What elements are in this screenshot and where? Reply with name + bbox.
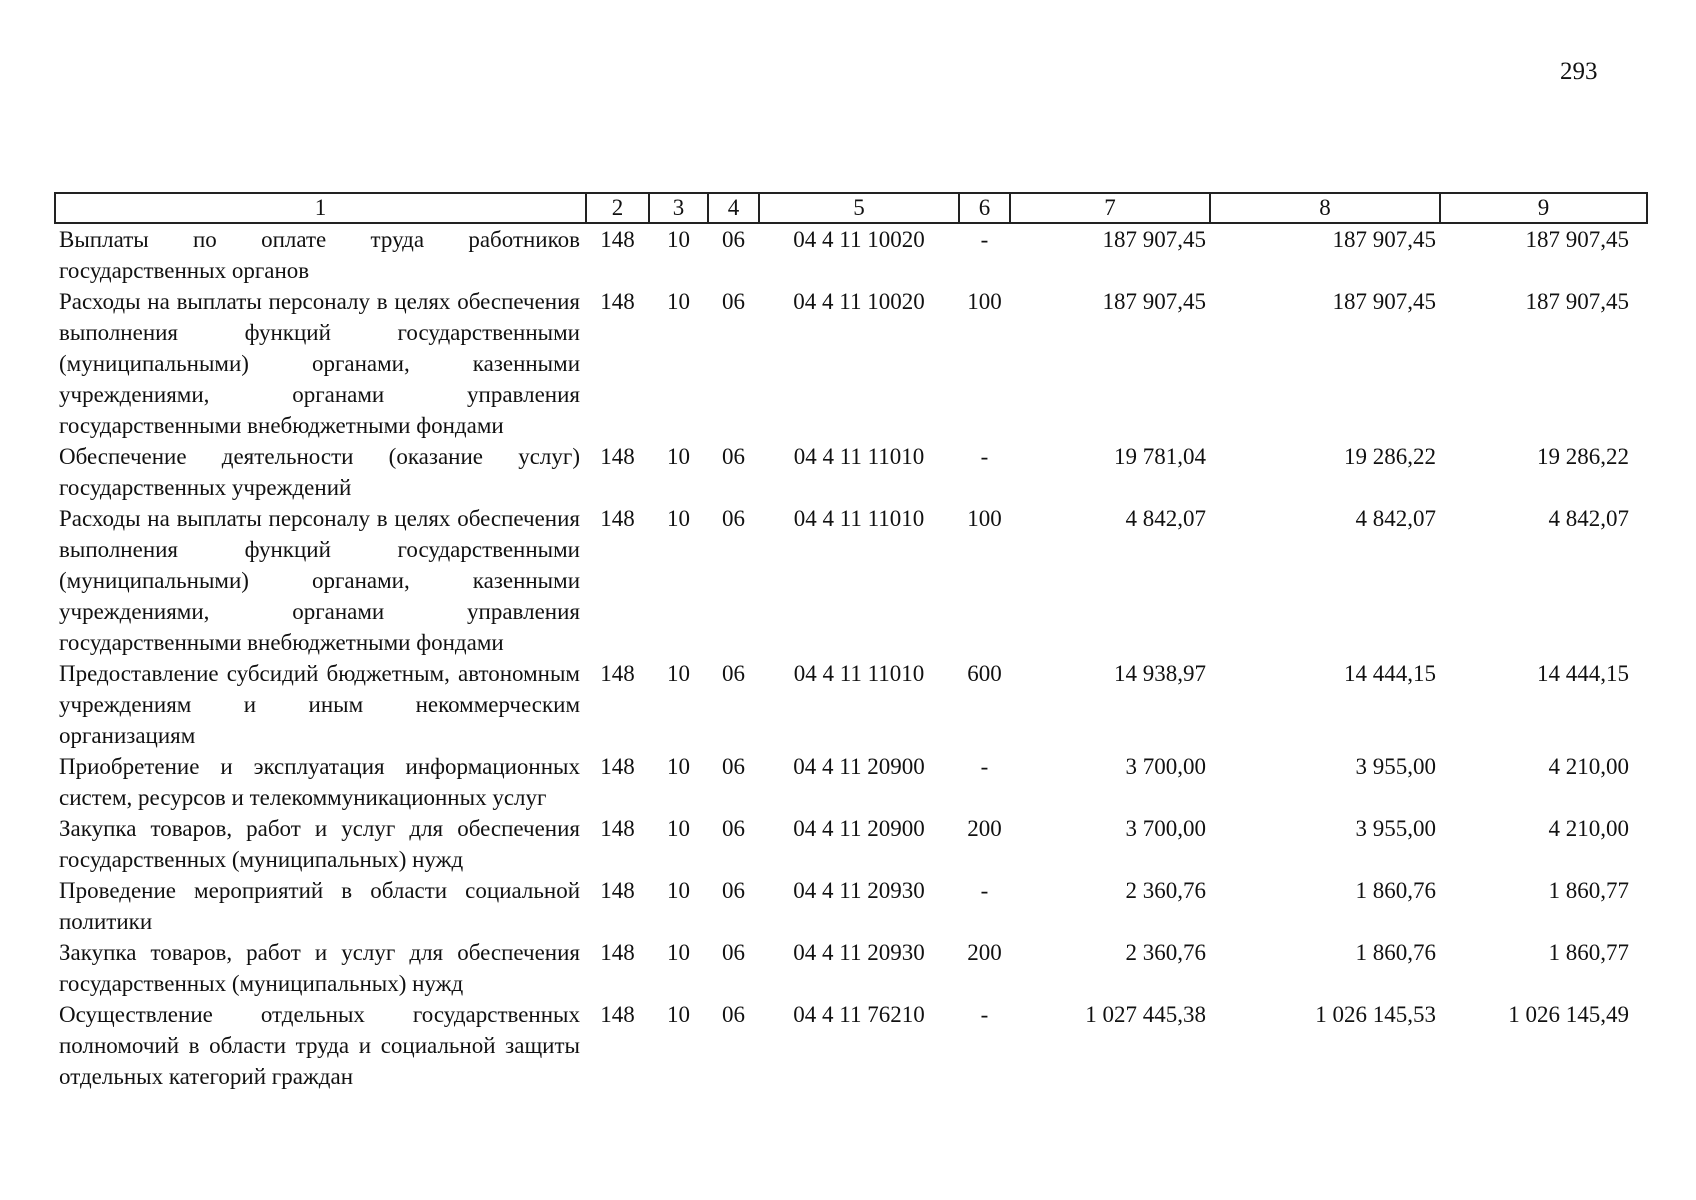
- row-code-5: 04 4 11 76210: [793, 1002, 925, 1027]
- row-code-6: 600: [967, 661, 1002, 686]
- row-code-6: 200: [967, 816, 1002, 841]
- row-code-6: -: [980, 444, 989, 469]
- header-cell-4: 4: [708, 193, 759, 223]
- row-code-3: 10: [667, 1002, 690, 1027]
- row-code-5: 04 4 11 20900: [793, 754, 925, 779]
- row-code-4: 06: [722, 940, 745, 965]
- header-cell-8: 8: [1210, 193, 1440, 223]
- row-amount-7: 2 360,76: [1125, 878, 1206, 903]
- row-code-3: 10: [667, 661, 690, 686]
- table-row: [55, 503, 1647, 658]
- row-amount-8: 187 907,45: [1332, 227, 1436, 252]
- row-code-3: 10: [667, 506, 690, 531]
- row-code-3: 10: [667, 816, 690, 841]
- header-cell-9: 9: [1440, 193, 1647, 223]
- table-row: [55, 875, 1647, 937]
- page-number: 293: [1560, 58, 1598, 85]
- row-amount-7: 187 907,45: [1102, 227, 1206, 252]
- row-code-3: 10: [667, 444, 690, 469]
- row-code-6: -: [980, 878, 989, 903]
- row-amount-7: 3 700,00: [1125, 754, 1206, 779]
- row-amount-9: 187 907,45: [1525, 289, 1629, 314]
- row-code-4: 06: [722, 816, 745, 841]
- row-amount-8: 1 860,76: [1355, 940, 1436, 965]
- row-description: Приобретение и эксплуатация информационных систем, ресурсов и телекоммуникационных услуг: [59, 754, 580, 810]
- row-code-3: 10: [667, 878, 690, 903]
- header-cell-3: 3: [649, 193, 708, 223]
- row-code-5: 04 4 11 20930: [793, 878, 925, 903]
- row-code-6: -: [980, 1002, 989, 1027]
- row-code-5: 04 4 11 11010: [793, 506, 925, 531]
- row-description: Закупка товаров, работ и услуг для обеспечения государственных (муниципальных) нужд: [59, 940, 580, 996]
- row-code-2: 148: [600, 754, 635, 779]
- row-description: Обеспечение деятельности (оказание услуг) государственных учреждений: [59, 444, 580, 500]
- row-code-3: 10: [667, 289, 690, 314]
- row-amount-8: 14 444,15: [1344, 661, 1436, 686]
- header-cell-2: 2: [586, 193, 649, 223]
- row-code-3: 10: [667, 227, 690, 252]
- table-row: [55, 223, 1647, 286]
- row-amount-8: 187 907,45: [1332, 289, 1436, 314]
- row-amount-9: 4 210,00: [1548, 816, 1629, 841]
- row-description: Закупка товаров, работ и услуг для обеспечения государственных (муниципальных) нужд: [59, 816, 580, 872]
- row-amount-7: 4 842,07: [1125, 506, 1206, 531]
- row-code-4: 06: [722, 878, 745, 903]
- row-amount-8: 19 286,22: [1344, 444, 1436, 469]
- row-code-5: 04 4 11 10020: [793, 289, 925, 314]
- row-description: Проведение мероприятий в области социальной политики: [59, 878, 580, 934]
- row-code-6: -: [980, 754, 989, 779]
- row-code-2: 148: [600, 444, 635, 469]
- row-code-6: 200: [967, 940, 1002, 965]
- row-amount-9: 1 860,77: [1548, 878, 1629, 903]
- table-row: [55, 937, 1647, 999]
- table-row: [55, 751, 1647, 813]
- row-amount-8: 4 842,07: [1355, 506, 1436, 531]
- row-code-5: 04 4 11 20930: [793, 940, 925, 965]
- row-code-5: 04 4 11 20900: [793, 816, 925, 841]
- row-code-6: 100: [967, 289, 1002, 314]
- row-code-2: 148: [600, 227, 635, 252]
- row-amount-7: 1 027 445,38: [1085, 1002, 1206, 1027]
- row-amount-9: 19 286,22: [1537, 444, 1629, 469]
- row-amount-9: 14 444,15: [1537, 661, 1629, 686]
- row-code-4: 06: [722, 289, 745, 314]
- table-row: [55, 658, 1647, 751]
- row-code-2: 148: [600, 878, 635, 903]
- row-description: Расходы на выплаты персоналу в целях обеспечения выполнения функций государственными (муниципальными) органами, казенными учреждениями, органами управления государственными внебюджетными фондами: [59, 506, 580, 655]
- row-code-4: 06: [722, 1002, 745, 1027]
- row-code-5: 04 4 11 11010: [793, 444, 925, 469]
- row-code-2: 148: [600, 816, 635, 841]
- row-amount-9: 4 210,00: [1548, 754, 1629, 779]
- row-amount-7: 3 700,00: [1125, 816, 1206, 841]
- row-amount-8: 3 955,00: [1355, 816, 1436, 841]
- row-description: Предоставление субсидий бюджетным, автономным учреждениям и иным некоммерческим организациям: [59, 661, 580, 748]
- header-row: [55, 193, 1647, 223]
- header-cell-7: 7: [1010, 193, 1210, 223]
- row-code-4: 06: [722, 227, 745, 252]
- row-amount-9: 1 026 145,49: [1508, 1002, 1629, 1027]
- header-cell-1: 1: [55, 193, 586, 223]
- row-code-2: 148: [600, 940, 635, 965]
- row-amount-8: 3 955,00: [1355, 754, 1436, 779]
- row-code-5: 04 4 11 11010: [793, 661, 925, 686]
- row-amount-7: 14 938,97: [1114, 661, 1206, 686]
- row-code-6: 100: [967, 506, 1002, 531]
- table-row: [55, 441, 1647, 503]
- row-amount-9: 1 860,77: [1548, 940, 1629, 965]
- row-amount-7: 2 360,76: [1125, 940, 1206, 965]
- row-description: Расходы на выплаты персоналу в целях обеспечения выполнения функций государственными (муниципальными) органами, казенными учреждениями, органами управления государственными внебюджетными фондами: [59, 289, 580, 438]
- row-description: Осуществление отдельных государственных полномочий в области труда и социальной защиты отдельных категорий граждан: [59, 1002, 580, 1089]
- table-row: [55, 813, 1647, 875]
- header-cell-5: 5: [759, 193, 959, 223]
- table-row: [55, 286, 1647, 441]
- row-amount-8: 1 026 145,53: [1315, 1002, 1436, 1027]
- row-description: Выплаты по оплате труда работников государственных органов: [59, 227, 580, 283]
- row-amount-7: 187 907,45: [1102, 289, 1206, 314]
- row-amount-9: 187 907,45: [1525, 227, 1629, 252]
- row-code-4: 06: [722, 444, 745, 469]
- row-amount-8: 1 860,76: [1355, 878, 1436, 903]
- row-code-2: 148: [600, 1002, 635, 1027]
- header-cell-6: 6: [959, 193, 1010, 223]
- row-code-2: 148: [600, 661, 635, 686]
- row-code-4: 06: [722, 754, 745, 779]
- row-code-3: 10: [667, 940, 690, 965]
- row-amount-7: 19 781,04: [1114, 444, 1206, 469]
- row-code-2: 148: [600, 506, 635, 531]
- budget-table: [54, 192, 1648, 1092]
- row-code-2: 148: [600, 289, 635, 314]
- row-code-4: 06: [722, 506, 745, 531]
- row-code-4: 06: [722, 661, 745, 686]
- row-code-3: 10: [667, 754, 690, 779]
- table-row: [55, 999, 1647, 1092]
- row-code-6: -: [980, 227, 989, 252]
- row-amount-9: 4 842,07: [1548, 506, 1629, 531]
- row-code-5: 04 4 11 10020: [793, 227, 925, 252]
